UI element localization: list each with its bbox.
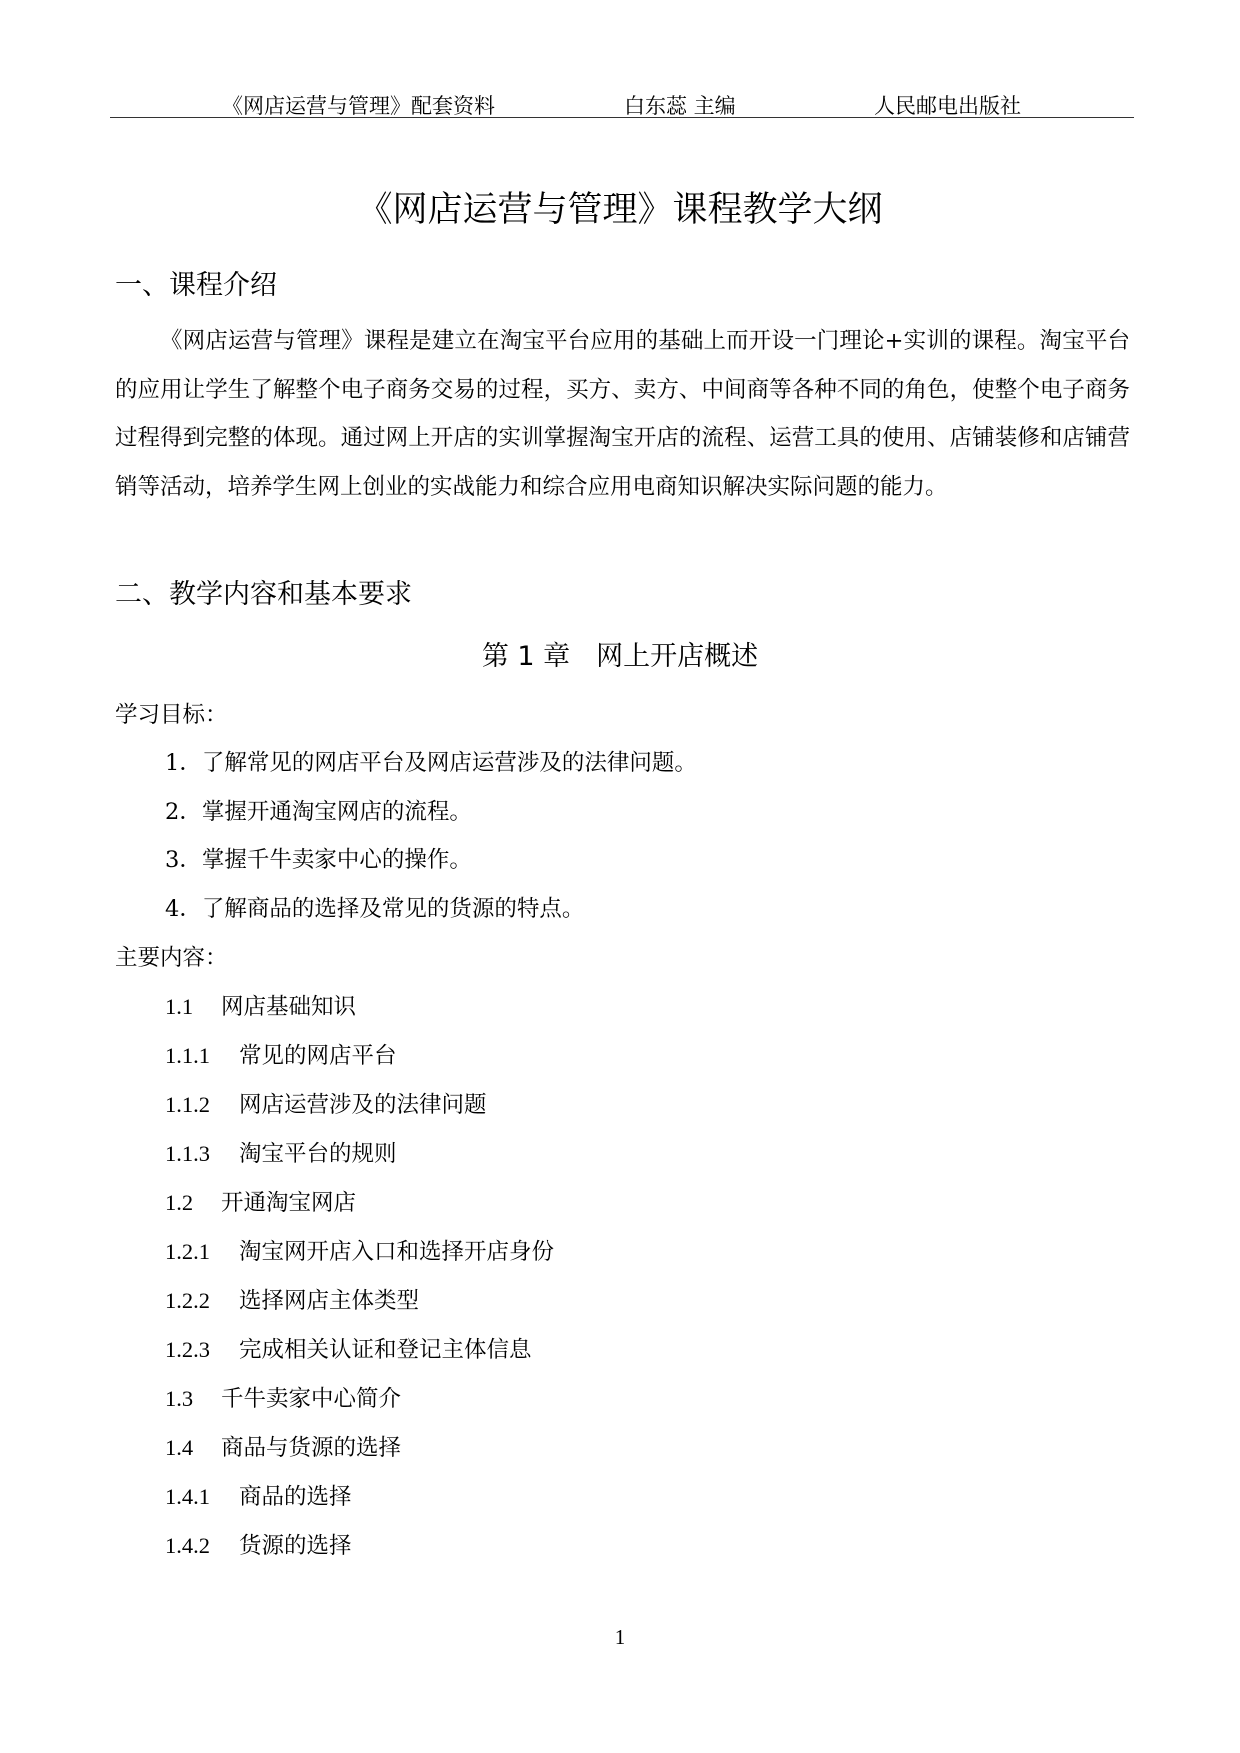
toc-section-title: 千牛卖家中心简介 <box>221 1386 402 1412</box>
toc-subsection-title: 网店运营涉及的法律问题 <box>239 1092 487 1118</box>
toc-subsection-number: 1.1.3 <box>165 1141 210 1166</box>
toc-subsection-title: 常见的网店平台 <box>239 1043 397 1069</box>
toc-subsection-title: 淘宝平台的规则 <box>239 1141 397 1167</box>
section-heading-intro: 一、课程介绍 <box>115 270 277 301</box>
toc-section-number: 1.3 <box>165 1386 194 1411</box>
toc-subsection-title: 选择网店主体类型 <box>239 1288 420 1314</box>
objective-item: 1．了解常见的网店平台及网店运营涉及的法律问题。 <box>165 750 697 776</box>
content-label: 主要内容： <box>115 945 228 971</box>
toc-section <box>165 1430 401 1462</box>
header-editor: 白东蕊 主编 <box>624 94 736 118</box>
header-book-title: 《网店运营与管理》配套资料 <box>222 94 495 118</box>
toc-subsection <box>165 1038 397 1070</box>
toc-subsection-number: 1.1.1 <box>165 1043 210 1068</box>
toc-subsection <box>165 1087 487 1119</box>
objective-item: 2．掌握开通淘宝网店的流程。 <box>165 799 472 825</box>
toc-section <box>165 1185 356 1217</box>
chapter-heading <box>0 634 1240 673</box>
toc-section-title: 开通淘宝网店 <box>221 1190 357 1216</box>
toc-subsection-number: 1.2.1 <box>165 1239 210 1264</box>
page-title: 《网店运营与管理》课程教学大纲 <box>357 190 883 230</box>
toc-section-number: 1.2 <box>165 1190 194 1215</box>
header-divider <box>110 117 1134 118</box>
objective-item: 4．了解商品的选择及常见的货源的特点。 <box>165 896 585 922</box>
toc-section <box>165 1381 401 1413</box>
toc-subsection <box>165 1136 397 1168</box>
intro-paragraph-block <box>115 317 1130 511</box>
toc-subsection <box>165 1283 419 1315</box>
toc-subsection-title: 完成相关认证和登记主体信息 <box>239 1337 532 1363</box>
toc-section-number: 1.1 <box>165 994 194 1019</box>
chapter-title: 网上开店概述 <box>596 641 759 672</box>
intro-paragraph: 《网店运营与管理》课程是建立在淘宝平台应用的基础上而开设一门理论+实训的课程。淘宝平台的应用让学生了解整个电子商务交易的过程，买方、卖方、中间商等各种不同的角色，使整个电子商务过程得到完整的体现。通过网上开店的实训掌握淘宝开店的流程、运营工具的使用、店铺装修和店铺营销等活动，培养学生网上创业的实战能力和综合应用电商知识解决实际问题的能力。 <box>115 328 1130 500</box>
toc-subsection <box>165 1528 352 1560</box>
section-heading-content: 二、教学内容和基本要求 <box>115 579 412 610</box>
toc-subsection <box>165 1479 352 1511</box>
objective-item: 3．掌握千牛卖家中心的操作。 <box>165 847 472 873</box>
toc-subsection-number: 1.4.2 <box>165 1533 210 1558</box>
toc-section-title: 网店基础知识 <box>221 994 357 1020</box>
toc-subsection-number: 1.4.1 <box>165 1484 210 1509</box>
toc-section <box>165 989 356 1021</box>
chapter-number: 第 1 章 <box>481 641 571 672</box>
toc-subsection <box>165 1332 532 1364</box>
toc-subsection-number: 1.2.2 <box>165 1288 210 1313</box>
toc-subsection-number: 1.2.3 <box>165 1337 210 1362</box>
toc-subsection-title: 货源的选择 <box>239 1533 352 1559</box>
page-number: 1 <box>614 1625 626 1649</box>
toc-section-number: 1.4 <box>165 1435 194 1460</box>
toc-section-title: 商品与货源的选择 <box>221 1435 402 1461</box>
toc-subsection-title: 商品的选择 <box>239 1484 352 1510</box>
toc-subsection-title: 淘宝网开店入口和选择开店身份 <box>239 1239 555 1265</box>
objectives-label: 学习目标： <box>115 702 228 728</box>
toc-subsection <box>165 1234 554 1266</box>
header-publisher: 人民邮电出版社 <box>874 94 1021 118</box>
toc-subsection-number: 1.1.2 <box>165 1092 210 1117</box>
